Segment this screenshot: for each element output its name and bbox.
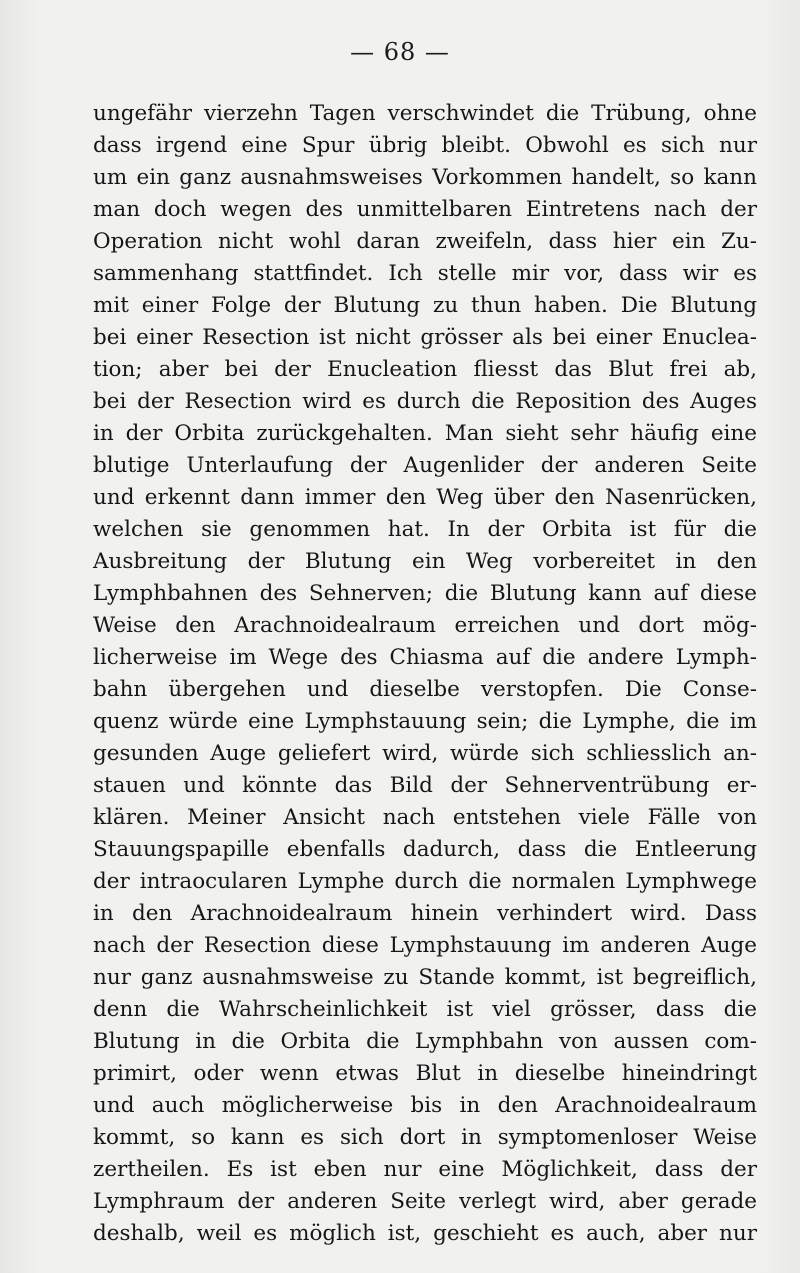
text-line: Weise den Arachnoidealraum erreichen und dort mög- <box>93 613 757 638</box>
text-line: klären. Meiner Ansicht nach entstehen viele Fälle von <box>93 805 757 830</box>
text-line: dass irgend eine Spur übrig bleibt. Obwohl es sich nur <box>93 133 757 158</box>
text-line: in den Arachnoidealraum hinein verhindert wird. Dass <box>93 901 757 926</box>
text-line: stauen und könnte das Bild der Sehnerventrübung er- <box>93 773 757 798</box>
text-line: bahn übergehen und dieselbe verstopfen. Die Conse- <box>93 677 757 702</box>
text-line: zertheilen. Es ist eben nur eine Möglichkeit, dass der <box>93 1157 757 1182</box>
text-line: Stauungspapille ebenfalls dadurch, dass die Entleerung <box>93 837 757 862</box>
text-line: und erkennt dann immer den Weg über den Nasenrücken, <box>93 485 757 510</box>
text-line: man doch wegen des unmittelbaren Eintretens nach der <box>93 197 757 222</box>
page-number: — 68 — <box>350 38 450 66</box>
text-line: kommt, so kann es sich dort in symptomenloser Weise <box>93 1125 757 1150</box>
text-line: deshalb, weil es möglich ist, geschieht es auch, aber nur <box>93 1221 757 1246</box>
text-line: um ein ganz ausnahmsweises Vorkommen handelt, so kann <box>93 165 757 190</box>
text-line: tion; aber bei der Enucleation fliesst das Blut frei ab, <box>93 357 757 382</box>
text-line: denn die Wahrscheinlichkeit ist viel grösser, dass die <box>93 997 757 1022</box>
text-line: bei der Resection wird es durch die Reposition des Auges <box>93 389 757 414</box>
text-line: in der Orbita zurückgehalten. Man sieht sehr häufig eine <box>93 421 757 446</box>
body-text <box>93 98 757 1250</box>
text-line: und auch möglicherweise bis in den Arachnoidealraum <box>93 1093 757 1118</box>
text-line: Lymphbahnen des Sehnerven; die Blutung kann auf diese <box>93 581 757 606</box>
text-line: nur ganz ausnahmsweise zu Stande kommt, ist begreiflich, <box>93 965 757 990</box>
text-line: blutige Unterlaufung der Augenlider der anderen Seite <box>93 453 757 478</box>
text-line: sammenhang stattfindet. Ich stelle mir vor, dass wir es <box>93 261 757 286</box>
text-line: primirt, oder wenn etwas Blut in dieselbe hineindringt <box>93 1061 757 1086</box>
text-line: welchen sie genommen hat. In der Orbita ist für die <box>93 517 757 542</box>
text-line: Blutung in die Orbita die Lymphbahn von aussen com- <box>93 1029 757 1054</box>
text-line: ungefähr vierzehn Tagen verschwindet die Trübung, ohne <box>93 101 757 126</box>
text-line: Lymphraum der anderen Seite verlegt wird, aber gerade <box>93 1189 757 1214</box>
text-line: Operation nicht wohl daran zweifeln, dass hier ein Zu- <box>93 229 757 254</box>
text-line: nach der Resection diese Lymphstauung im anderen Auge <box>93 933 757 958</box>
text-line: Ausbreitung der Blutung ein Weg vorbereitet in den <box>93 549 757 574</box>
text-line: der intraocularen Lymphe durch die normalen Lymphwege <box>93 869 757 894</box>
text-line: quenz würde eine Lymphstauung sein; die Lymphe, die im <box>93 709 757 734</box>
text-line: gesunden Auge geliefert wird, würde sich schliesslich an- <box>93 741 757 766</box>
text-line: mit einer Folge der Blutung zu thun haben. Die Blutung <box>93 293 757 318</box>
text-line: licherweise im Wege des Chiasma auf die andere Lymph- <box>93 645 757 670</box>
text-line: bei einer Resection ist nicht grösser als bei einer Enuclea- <box>93 325 757 350</box>
